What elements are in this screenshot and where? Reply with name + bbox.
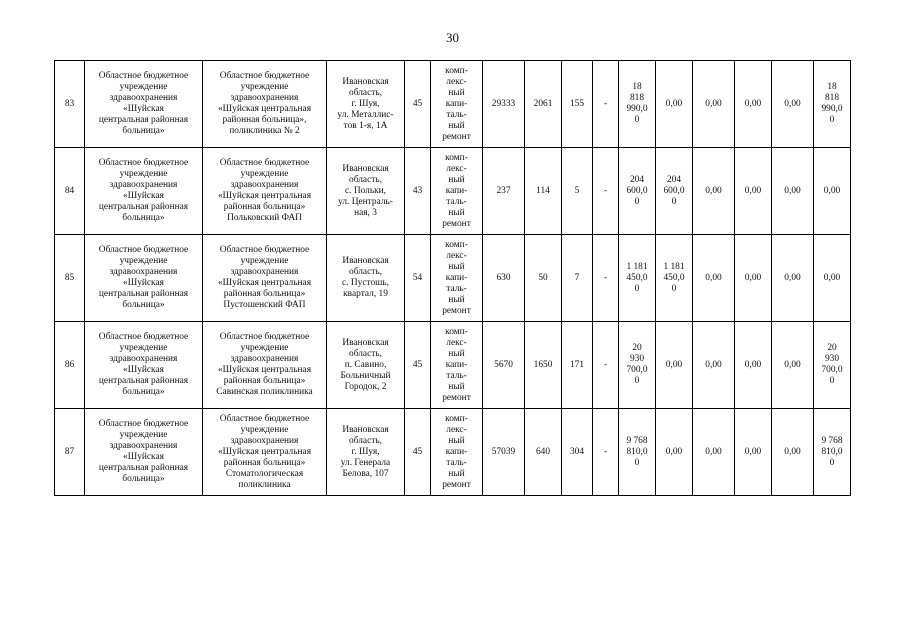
table-row xyxy=(55,409,851,496)
amount-cell: 0,00 xyxy=(735,148,772,235)
table-body xyxy=(55,61,851,496)
amount-cell: 0,00 xyxy=(656,322,693,409)
value-cell: 45 xyxy=(405,322,431,409)
address-cell: Ивановская область, г. Шуя, ул. Металлис- тов 1-я, 1А xyxy=(327,61,405,148)
value-cell: 43 xyxy=(405,148,431,235)
amount-cell: 9 768 810,0 0 xyxy=(814,409,851,496)
table-row xyxy=(55,148,851,235)
amount-cell: 0,00 xyxy=(772,322,814,409)
amount-cell: 0,00 xyxy=(656,61,693,148)
value-cell: 2061 xyxy=(525,61,562,148)
amount-cell: 0,00 xyxy=(693,235,735,322)
amount-cell: 1 181 450,0 0 xyxy=(656,235,693,322)
object-cell: Областное бюджетное учреждение здравоохранения «Шуйская центральная районная больница» Польковский ФАП xyxy=(203,148,327,235)
value-cell: 57039 xyxy=(483,409,525,496)
amount-cell: 204 600,0 0 xyxy=(619,148,656,235)
value-cell: 50 xyxy=(525,235,562,322)
value-cell: 54 xyxy=(405,235,431,322)
page-number: 30 xyxy=(446,30,459,45)
work-type-cell: комп- лекс- ный капи- таль- ный ремонт xyxy=(431,61,483,148)
amount-cell: 0,00 xyxy=(693,148,735,235)
capital-repair-table xyxy=(54,60,851,496)
value-cell: - xyxy=(593,322,619,409)
amount-cell: 0,00 xyxy=(814,235,851,322)
work-type-cell: комп- лекс- ный капи- таль- ный ремонт xyxy=(431,235,483,322)
amount-cell: 0,00 xyxy=(693,61,735,148)
value-cell: 1650 xyxy=(525,322,562,409)
work-type-cell: комп- лекс- ный капи- таль- ный ремонт xyxy=(431,322,483,409)
value-cell: - xyxy=(593,148,619,235)
amount-cell: 18 818 990,0 0 xyxy=(814,61,851,148)
amount-cell: 0,00 xyxy=(693,322,735,409)
amount-cell: 0,00 xyxy=(735,235,772,322)
amount-cell: 0,00 xyxy=(814,148,851,235)
value-cell: 237 xyxy=(483,148,525,235)
value-cell: 5670 xyxy=(483,322,525,409)
owner-cell: Областное бюджетное учреждение здравоохранения «Шуйская центральная районная больница» xyxy=(85,409,203,496)
work-type-cell: комп- лекс- ный капи- таль- ный ремонт xyxy=(431,409,483,496)
amount-cell: 0,00 xyxy=(735,322,772,409)
table-row xyxy=(55,322,851,409)
amount-cell: 0,00 xyxy=(772,235,814,322)
value-cell: 7 xyxy=(562,235,593,322)
value-cell: 29333 xyxy=(483,61,525,148)
value-cell: 630 xyxy=(483,235,525,322)
object-cell: Областное бюджетное учреждение здравоохранения «Шуйская центральная районная больница» Пустошенский ФАП xyxy=(203,235,327,322)
amount-cell: 0,00 xyxy=(772,148,814,235)
address-cell: Ивановская область, с. Польки, ул. Централь- ная, 3 xyxy=(327,148,405,235)
amount-cell: 0,00 xyxy=(735,409,772,496)
amount-cell: 0,00 xyxy=(772,61,814,148)
row-number-cell: 84 xyxy=(55,148,85,235)
value-cell: 171 xyxy=(562,322,593,409)
table-row xyxy=(55,61,851,148)
value-cell: 45 xyxy=(405,61,431,148)
value-cell: - xyxy=(593,61,619,148)
table-row xyxy=(55,235,851,322)
amount-cell: 18 818 990,0 0 xyxy=(619,61,656,148)
value-cell: 640 xyxy=(525,409,562,496)
amount-cell: 0,00 xyxy=(693,409,735,496)
address-cell: Ивановская область, г. Шуя, ул. Генерала Белова, 107 xyxy=(327,409,405,496)
address-cell: Ивановская область, п. Савино, Больничный Городок, 2 xyxy=(327,322,405,409)
owner-cell: Областное бюджетное учреждение здравоохранения «Шуйская центральная районная больница» xyxy=(85,322,203,409)
amount-cell: 204 600,0 0 xyxy=(656,148,693,235)
owner-cell: Областное бюджетное учреждение здравоохранения «Шуйская центральная районная больница» xyxy=(85,235,203,322)
amount-cell: 0,00 xyxy=(772,409,814,496)
owner-cell: Областное бюджетное учреждение здравоохранения «Шуйская центральная районная больница» xyxy=(85,61,203,148)
value-cell: - xyxy=(593,235,619,322)
amount-cell: 20 930 700,0 0 xyxy=(619,322,656,409)
value-cell: 45 xyxy=(405,409,431,496)
amount-cell: 20 930 700,0 0 xyxy=(814,322,851,409)
row-number-cell: 87 xyxy=(55,409,85,496)
row-number-cell: 83 xyxy=(55,61,85,148)
value-cell: 114 xyxy=(525,148,562,235)
value-cell: 304 xyxy=(562,409,593,496)
row-number-cell: 86 xyxy=(55,322,85,409)
amount-cell: 1 181 450,0 0 xyxy=(619,235,656,322)
amount-cell: 9 768 810,0 0 xyxy=(619,409,656,496)
object-cell: Областное бюджетное учреждение здравоохранения «Шуйская центральная районная больница» Стоматологическая поликлиника xyxy=(203,409,327,496)
address-cell: Ивановская область, с. Пустошь, квартал, 19 xyxy=(327,235,405,322)
object-cell: Областное бюджетное учреждение здравоохранения «Шуйская центральная районная больница», поликлиника № 2 xyxy=(203,61,327,148)
object-cell: Областное бюджетное учреждение здравоохранения «Шуйская центральная районная больница» Савинская поликлиника xyxy=(203,322,327,409)
value-cell: - xyxy=(593,409,619,496)
value-cell: 5 xyxy=(562,148,593,235)
amount-cell: 0,00 xyxy=(735,61,772,148)
work-type-cell: комп- лекс- ный капи- таль- ный ремонт xyxy=(431,148,483,235)
value-cell: 155 xyxy=(562,61,593,148)
amount-cell: 0,00 xyxy=(656,409,693,496)
owner-cell: Областное бюджетное учреждение здравоохранения «Шуйская центральная районная больница» xyxy=(85,148,203,235)
row-number-cell: 85 xyxy=(55,235,85,322)
